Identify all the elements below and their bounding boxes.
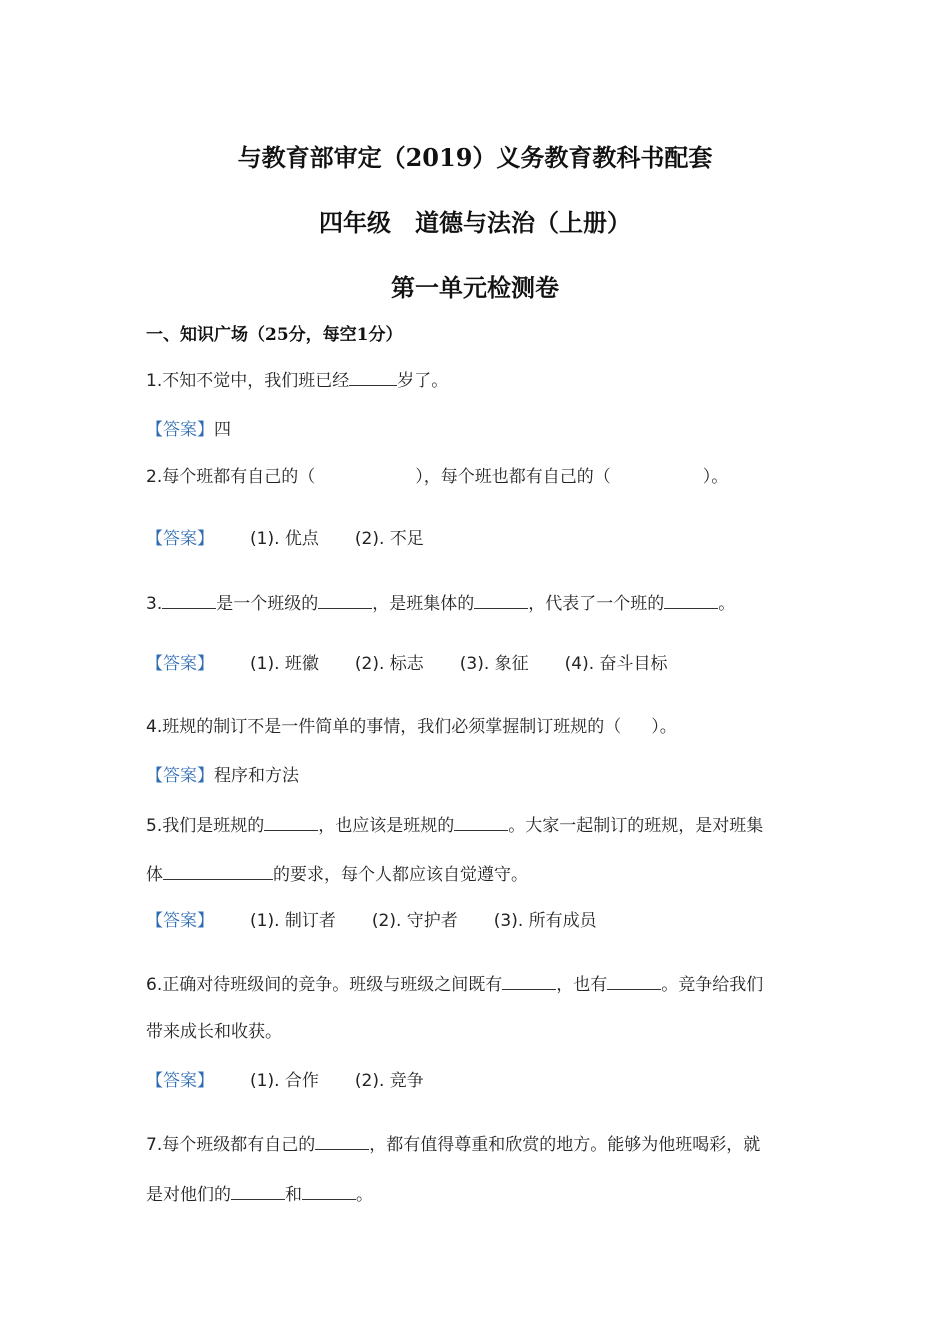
answer-value: (2). 守护者 xyxy=(371,911,458,931)
fill-blank xyxy=(302,1183,356,1200)
answer-tag: 【答案】 xyxy=(146,1071,214,1091)
question-6-line-2: 带来成长和收获。 xyxy=(146,1022,282,1042)
fill-blank xyxy=(607,973,661,990)
question-7-line-2: 是对他们的 和 。 xyxy=(146,1185,373,1205)
document-title: 与教育部审定（2019）义务教育教科书配套 xyxy=(237,143,713,172)
question-5-line-2: 体 的要求，每个人都应该自觉遵守。 xyxy=(146,865,528,885)
answer-value: (2). 竞争 xyxy=(354,1071,424,1091)
answer-tag: 【答案】 xyxy=(146,420,214,440)
fill-blank xyxy=(163,863,273,880)
question-1: 1.不知不觉中，我们班已经 岁了。 xyxy=(146,371,449,391)
answer-value: (1). 班徽 xyxy=(250,654,319,674)
fill-blank xyxy=(474,592,528,609)
question-5: 5.我们是班规的 ，也应该是班规的 。大家一起制订的班规，是对班集 xyxy=(146,816,764,836)
answer-2 xyxy=(146,528,424,550)
answer-3 xyxy=(146,653,668,675)
answer-value: 四 xyxy=(214,420,231,440)
answer-tag: 【答案】 xyxy=(146,911,214,931)
unit-test-title: 第一单元检测卷 xyxy=(391,273,559,302)
fill-blank xyxy=(349,369,397,386)
fill-blank xyxy=(231,1183,285,1200)
question-7: 7.每个班级都有自己的 ，都有值得尊重和欣赏的地方。能够为他班喝彩，就 xyxy=(146,1135,761,1155)
answer-value: (2). 不足 xyxy=(354,529,424,549)
fill-blank xyxy=(664,592,718,609)
question-4: 4.班规的制订不是一件简单的事情，我们必须掌握制订班规的（ ）。 xyxy=(146,717,677,737)
question-3: 3. 是一个班级的 ，是班集体的 ，代表了一个班的 。 xyxy=(146,594,736,614)
answer-value: (4). 奋斗目标 xyxy=(564,654,668,674)
fill-blank xyxy=(502,973,556,990)
answer-value: (2). 标志 xyxy=(354,654,424,674)
fill-blank xyxy=(315,1133,369,1150)
answer-value: 程序和方法 xyxy=(214,766,299,786)
answer-tag: 【答案】 xyxy=(146,766,214,786)
answer-value: (3). 所有成员 xyxy=(493,911,597,931)
section-heading: 一、知识广场（25分，每空1分） xyxy=(146,325,403,345)
question-2: 2.每个班都有自己的（ ），每个班也都有自己的（ ）。 xyxy=(146,467,729,487)
fill-blank xyxy=(162,592,216,609)
answer-value: (1). 优点 xyxy=(250,529,319,549)
answer-value: (1). 制订者 xyxy=(250,911,336,931)
answer-1 xyxy=(146,419,231,441)
answer-5 xyxy=(146,910,597,932)
grade-subject-title: 四年级 道德与法治（上册） xyxy=(319,208,631,237)
answer-value: (3). 象征 xyxy=(459,654,529,674)
answer-6 xyxy=(146,1070,424,1092)
answer-4 xyxy=(146,765,299,787)
fill-blank xyxy=(318,592,372,609)
question-6: 6.正确对待班级间的竞争。班级与班级之间既有 ，也有 。竞争给我们 xyxy=(146,975,764,995)
answer-tag: 【答案】 xyxy=(146,654,214,674)
fill-blank xyxy=(454,814,508,831)
answer-tag: 【答案】 xyxy=(146,529,214,549)
answer-value: (1). 合作 xyxy=(250,1071,319,1091)
fill-blank xyxy=(264,814,318,831)
